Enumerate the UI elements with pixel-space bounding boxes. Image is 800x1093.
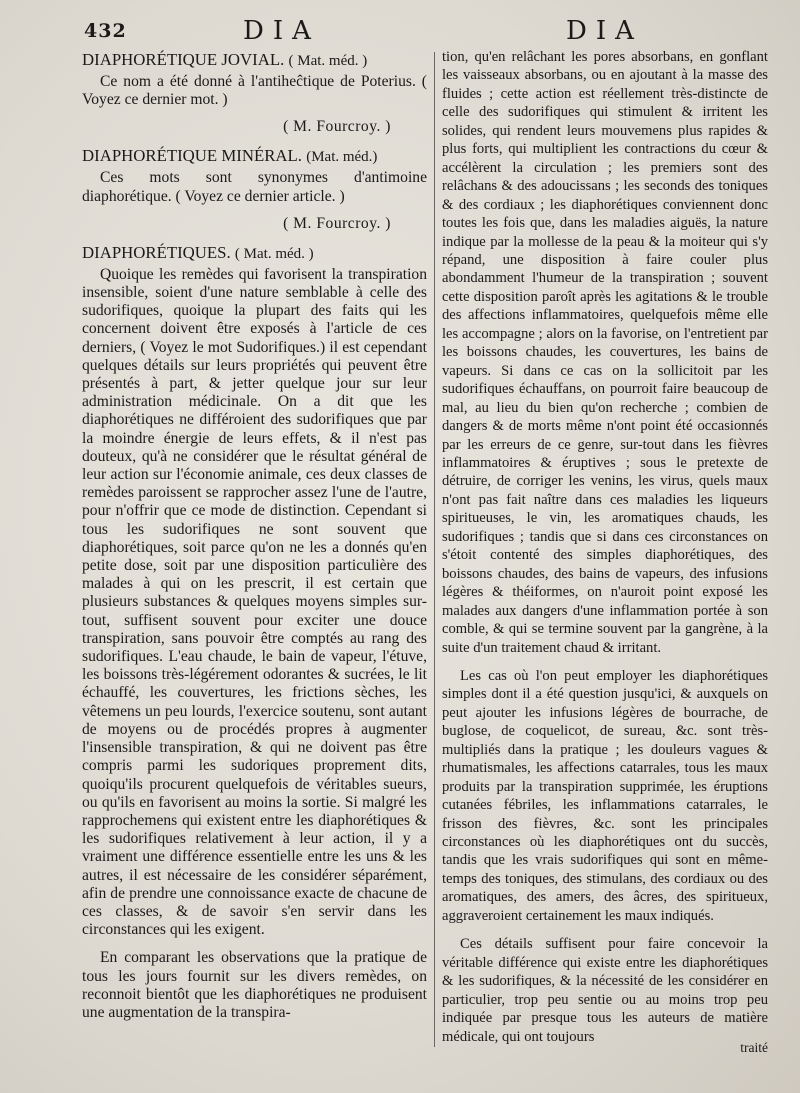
author-signature: ( M. Fourcroy. )	[283, 214, 391, 232]
entry-subject-ref: ( Mat. méd. )	[288, 53, 368, 69]
right-column	[442, 48, 768, 1046]
paragraph: Les cas où l'on peut employer les diaphorétiques simples dont il a été question jusqu'ici, & auxquels on peut ajouter les infusions légères de bourrache, de buglose, de coquelicot, de sureau, &c. sont très-multipliés dans la pratique ; les douleurs vagues & rhumatismales, les affections catarrales, tous les maux produits par la transpiration supprimée, les éruptions cutanées fébriles, les inflammations catarrales, le frisson des fièvres, &c. sont les principales circonstances où les diaphorétiques ont du succès, tandis que les vrais sudorifiques qui sont en même-temps des toniques, des stimulans, des cordiaux ou des aromatiques, des amers, des âcres, des spiritueux, aggraveroient certainement les maux indiqués.	[442, 667, 768, 924]
left-column	[82, 48, 427, 1022]
entry-body: Ce nom a été donné à l'antiheĉtique de Poterius. ( Voyez ce dernier mot. )	[82, 73, 427, 109]
paragraph: Ces détails suffisent pour faire concevoir la véritable différence qui existe entre les diaphorétiques & les sudorifiques, & la nécessité de les considérer en particulier, trop peu sentie ou au moins trop peu indiquée par presque tous les auteurs de matière médicale, qui ont toujours	[442, 936, 768, 1045]
running-head-left: DIA	[243, 16, 320, 46]
paragraph: Quoique les remèdes qui favorisent la transpiration insensible, soient d'une nature semblable à celle des sudorifiques, quoique la plupart des faits qui les concernent doivent être exposés à l'article de ces derniers, ( Voyez le mot Sudorifiques.) il est cependant quelques détails sur leurs propriétés qui peuvent être présentés à part, & jetter quelque jour sur leur administration médicinale. On a dit que les diaphorétiques ne différoient des sudorifiques que par la moindre énergie de leurs effets, & il n'est pas douteux, qu'à ne considérer que le résultat général de leur action sur l'économie animale, ces deux classes de remèdes paroissent se rapprocher assez l'une de l'autre, pour n'offrir que ce mode de distinction. Cependant si tous les sudorifiques ne sont souvent que diaphorétiques, soit parce qu'on ne les a donnés qu'en petite dose, soit par une disposition particulière des malades à qui on les prescrit, il est certain que plusieurs substances & quelques moyens simples sur-tout, suffisent souvent pour exciter une douce transpiration, sans pouvoir être comptés au rang des sudorifiques. L'eau chaude, le bain de vapeur, l'étuve, les boissons très-légérement odorantes & sucrées, le lit échauffé, les couvertures, les frictions sèches, les vêtemens un peu lourds, l'exercice soutenu, sont autant de moyens ou de procédés propres à augmenter l'insensible transpiration, & qui ne doivent pas être compris parmi les sudoriques proprement dits, quoiqu'ils procurent quelquefois de véritables sueurs, ou qu'ils en favorisent au moins la sortie. Si malgré les rapprochemens qui existent entre les diaphorétiques & les sudorifiques relativement à leur action, il y a vraiment une différence essentielle entre les uns & les autres, il est nécessaire de les considérer séparément, afin de prendre une connoissance exacte de chacune de ces classes, & de savoir s'en servir dans les circonstances qui les exigent.	[82, 265, 427, 939]
entry-headword: DIAPHORÉTIQUE MINÉRAL.	[82, 146, 302, 166]
entry-headword: DIAPHORÉTIQUE JOVIAL.	[82, 50, 285, 69]
entry-subject-ref: (Mat. méd.)	[306, 149, 378, 166]
entry-title-diaphoretiques	[82, 243, 427, 264]
entry-title-diaphoretique-mineral	[82, 146, 427, 167]
page-number: 432	[84, 20, 127, 42]
column-divider	[434, 52, 435, 1047]
entry-title-diaphoretique-jovial	[82, 50, 427, 71]
page-header	[0, 14, 800, 48]
catchword: traité	[740, 1040, 768, 1055]
entry-headword: DIAPHORÉTIQUES.	[82, 242, 231, 262]
entry-body: Ces mots sont synonymes d'antimoine diaphorétique. ( Voyez ce dernier article. )	[82, 169, 427, 205]
author-signature: ( M. Fourcroy. )	[283, 118, 391, 136]
paragraph: En comparant les observations que la pratique de tous les jours fournit sur les divers remèdes, on reconnoit bientôt que les diaphorétiques ne produisent une augmentation de la transpira-	[82, 949, 427, 1021]
running-head-right: DIA	[566, 16, 643, 46]
entry-subject-ref: ( Mat. méd. )	[234, 245, 314, 262]
paragraph: tion, qu'en relâchant les pores absorbans, en gonflant les vaisseaux absorbans, ou en ajoutant à la masse des fluides ; cette action est réellement très-distincte de celle des sudorifiques qui stimulent & irritent les solides, qui rendent leurs mouvemens plus rapides & plus forts, qui multiplient les contractions du cœur & accélèrent la circulation ; les premiers sont des relâchans & des adoucissans ; les seconds des toniques & des cordiaux ; les diaphorétiques conviennent donc toutes les fois que, dans les maladies aiguës, la nature indique par la mollesse de la peau & la moiteur qui s'y répand, une disposition à faire couler plus abondamment l'humeur de la transpiration ; souvent cette disposition paroît après les agitations & le trouble des affections inflammatoires, quelquefois même elle les accompagne ; alors on la favorise, on l'entretient par les boissons chaudes, les couvertures, les bains de vapeurs. Si dans ce cas on la sollicitoit par les sudorifiques échauffans, on pourroit faire beaucoup de mal, au lieu du bien qu'on recherche ; combien de dangers & de morts même n'ont point été occasionnés par les erreurs de ce genre, sur-tout dans les fièvres inflammatoires & éruptives ; sous le pretexte de détruire, de corriger les venins, les virus, quels maux n'ont pas fait naître dans ces maladies les liqueurs spiritueuses, le vin, les aromatiques chauds, les sudorifiques ; tandis que si dans ces circonstances on s'étoit contenté des simples diaphorétiques, des boissons chaudes, des bains de vapeurs, des infusions légères & théiformes, on n'auroit point exposé les malades aux dangers d'une inflammation portée à son comble, & qui se termine souvent par la gangrène, à la suite d'un traitement chaud & irritant.	[442, 49, 768, 656]
